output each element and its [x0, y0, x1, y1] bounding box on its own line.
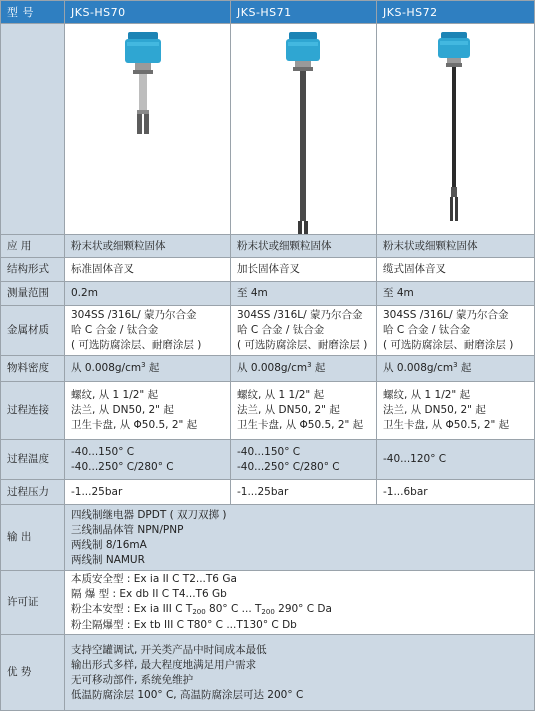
label-advantage: 优 势: [1, 635, 65, 711]
row-density: [1, 356, 535, 382]
temperature-line: -40...120° C: [383, 453, 447, 465]
advantage-line: 支持空罐调试, 开关类产品中时间成本最低: [71, 643, 267, 656]
license-dust-ia-b: 80° C ... T: [205, 603, 262, 615]
connection-hs70: [65, 382, 231, 440]
advantage-line: 输出形式多样, 最大程度地满足用户需求: [71, 658, 257, 671]
connection-line: 卫生卡盘, 从 Φ50.5, 2" 起: [71, 419, 198, 431]
temperature-hs71: [231, 440, 377, 480]
density-hs72: [377, 356, 535, 382]
row-structure: [1, 258, 535, 282]
material-line: 304SS /316L/ 蒙乃尔合金: [237, 309, 363, 321]
image-row-label: [1, 24, 65, 235]
header-model-label: 型 号: [1, 1, 65, 24]
header-model-hs70: JKS-HS70: [65, 1, 231, 24]
temperature-line: -40...250° C/280° C: [237, 460, 340, 473]
license-line: 隔 爆 型 : Ex db II C T4...T6 Gb: [71, 588, 227, 600]
row-advantage: [1, 635, 535, 711]
advantage-line: 低温防腐涂层 100° C, 高温防腐涂层可达 200° C: [71, 688, 304, 701]
row-license: [1, 571, 535, 635]
application-hs72: 粉末状或细颗粒固体: [377, 235, 535, 258]
product-image-hs70: [65, 24, 231, 235]
connection-line: 法兰, 从 DN50, 2" 起: [237, 404, 340, 416]
connection-line: 卫生卡盘, 从 Φ50.5, 2" 起: [383, 419, 510, 431]
advantage-line: 无可移动部件, 系统免维护: [71, 673, 194, 686]
material-hs71: [231, 306, 377, 356]
output-line: 两线制 NAMUR: [71, 553, 145, 566]
temperature-line: -40...150° C: [71, 445, 135, 458]
label-structure: 结构形式: [1, 258, 65, 282]
license-values: [65, 571, 535, 635]
temperature-hs72: [377, 440, 535, 480]
license-line: 粉尘隔爆型 : Ex tb III C T80° C ...T130° C Db: [71, 619, 297, 631]
row-output: [1, 505, 535, 571]
material-line: 304SS /316L/ 蒙乃尔合金: [71, 309, 197, 321]
tuning-fork-short-image: [65, 24, 231, 234]
label-material: 金属材质: [1, 306, 65, 356]
connection-line: 螺纹, 从 1 1/2" 起: [71, 389, 159, 401]
material-line: 304SS /316L/ 蒙乃尔合金: [383, 309, 509, 321]
label-application: 应 用: [1, 235, 65, 258]
structure-hs71: 加长固体音叉: [231, 258, 377, 282]
product-image-hs72: [377, 24, 535, 235]
application-hs71: 粉末状或细颗粒固体: [231, 235, 377, 258]
row-material: [1, 306, 535, 356]
advantage-values: [65, 635, 535, 711]
output-values: [65, 505, 535, 571]
license-dust-ia-c: 290° C Da: [274, 603, 332, 615]
label-density: 物料密度: [1, 356, 65, 382]
license-line: [71, 602, 528, 618]
output-line: 四线制继电器 DPDT ( 双刀双掷 ): [71, 508, 227, 521]
material-line: ( 可选防腐涂层、耐磨涂层 ): [237, 339, 368, 351]
label-output: 输 出: [1, 505, 65, 571]
density-exponent: 3: [453, 360, 458, 369]
material-line: 哈 C 合金 / 钛合金: [237, 324, 325, 336]
structure-hs72: 缆式固体音叉: [377, 258, 535, 282]
license-line: 本质安全型 : Ex ia II C T2...T6 Ga: [71, 573, 237, 585]
density-suffix: 起: [457, 361, 472, 374]
connection-line: 卫生卡盘, 从 Φ50.5, 2" 起: [237, 419, 364, 431]
output-line: 三线制晶体管 NPN/PNP: [71, 523, 184, 536]
label-pressure: 过程压力: [1, 480, 65, 505]
density-hs70: [65, 356, 231, 382]
license-dust-ia-sub1: 200: [192, 608, 206, 616]
connection-line: 螺纹, 从 1 1/2" 起: [383, 389, 471, 401]
connection-line: 螺纹, 从 1 1/2" 起: [237, 389, 325, 401]
range-hs70: 0.2m: [65, 282, 231, 306]
temperature-line: -40...250° C/280° C: [71, 460, 174, 473]
pressure-hs70: -1...25bar: [65, 480, 231, 505]
density-value: 从 0.008g/cm: [383, 361, 454, 374]
product-image-hs71: [231, 24, 377, 235]
row-temperature: [1, 440, 535, 480]
density-hs71: [231, 356, 377, 382]
application-hs70: 粉末状或细颗粒固体: [65, 235, 231, 258]
row-range: [1, 282, 535, 306]
density-exponent: 3: [307, 360, 312, 369]
material-hs70: [65, 306, 231, 356]
license-dust-ia-sub2: 200: [261, 608, 275, 616]
tuning-fork-extended-image: [231, 24, 377, 234]
tuning-fork-cable-image: [377, 24, 535, 234]
density-value: 从 0.008g/cm: [237, 361, 308, 374]
material-line: ( 可选防腐涂层、耐磨涂层 ): [71, 339, 202, 351]
label-license: 许可证: [1, 571, 65, 635]
label-connection: 过程连接: [1, 382, 65, 440]
temperature-hs70: [65, 440, 231, 480]
connection-hs71: [231, 382, 377, 440]
pressure-hs71: -1...25bar: [231, 480, 377, 505]
label-range: 测量范围: [1, 282, 65, 306]
connection-line: 法兰, 从 DN50, 2" 起: [383, 404, 486, 416]
header-model-hs71: JKS-HS71: [231, 1, 377, 24]
connection-line: 法兰, 从 DN50, 2" 起: [71, 404, 174, 416]
header-row: [1, 1, 535, 24]
density-exponent: 3: [141, 360, 146, 369]
structure-hs70: 标准固体音叉: [65, 258, 231, 282]
row-application: [1, 235, 535, 258]
density-value: 从 0.008g/cm: [71, 361, 142, 374]
material-hs72: [377, 306, 535, 356]
output-line: 两线制 8/16mA: [71, 538, 147, 551]
label-temperature: 过程温度: [1, 440, 65, 480]
license-dust-ia-a: 粉尘本安型 : Ex ia III C T: [71, 603, 193, 615]
connection-hs72: [377, 382, 535, 440]
temperature-line: -40...150° C: [237, 445, 301, 458]
header-model-hs72: JKS-HS72: [377, 1, 535, 24]
density-suffix: 起: [311, 361, 326, 374]
density-suffix: 起: [145, 361, 160, 374]
row-connection: [1, 382, 535, 440]
range-hs71: 至 4m: [231, 282, 377, 306]
pressure-hs72: -1...6bar: [377, 480, 535, 505]
material-line: 哈 C 合金 / 钛合金: [383, 324, 471, 336]
row-pressure: [1, 480, 535, 505]
material-line: ( 可选防腐涂层、耐磨涂层 ): [383, 339, 514, 351]
material-line: 哈 C 合金 / 钛合金: [71, 324, 159, 336]
range-hs72: 至 4m: [377, 282, 535, 306]
image-row: [1, 24, 535, 235]
